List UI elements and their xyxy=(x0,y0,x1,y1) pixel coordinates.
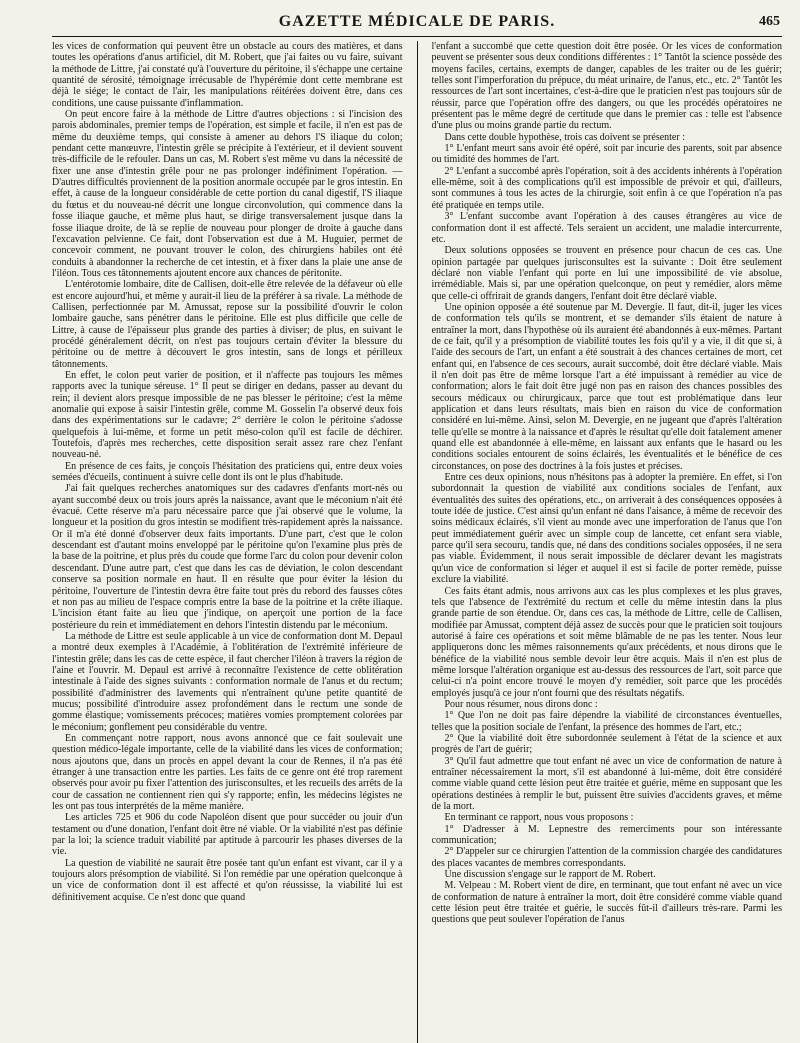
paragraph: Les articles 725 et 906 du code Napoléon disent que pour succéder ou jouir d'un testament ou d'une donation, l'enfant doit être né viable. Or la viabilité n'est pas définie par la loi; la science traduit viabilité par aptitude à parcourir les phases diverses de la vie. xyxy=(52,812,403,858)
paragraph: On peut encore faire à la méthode de Littre d'autres objections : si l'incision des parois abdominales, premier temps de l'opération, est simple et facile, il n'en est pas de même du deuxième temps, qui consiste à amener au dehors l'S iliaque du colon; pendant cette manœuvre, l'intestin grêle se précipite à l'extérieur, et il devient souvent très-difficile de le refouler. Dans un cas, M. Robert s'est même vu dans la nécessité de fixer une anse d'intestin grêle pour ne pas prolonger indéfiniment l'opération. — D'autres difficultés proviennent de la position anormale occupée par le gros intestin. En effet, à cause de la longueur considérable de cette portion du canal digestif, l'S iliaque du fœtus et du nouveau-né décrit une longue circonvolution, qui commence dans la fosse iliaque gauche, et même plus haut, se dirige transversalement jusque dans la fosse iliaque droite, de là se replie de nouveau pour plonger de droite à gauche dans l'excavation pelvienne. Ce fait, dont l'observation est due à M. Huguier, permet de concevoir comment, ne pouvant trouver le colon, des chirurgiens habiles ont été conduits à abandonner la recherche de cet intestin, et à fixer dans la plaie une anse de l'iléon. Tous ces tâtonnements ajoutent encore aux chances de péritonite. xyxy=(52,109,403,279)
paragraph: 2° D'appeler sur ce chirurgien l'attention de la commission chargée des candidatures des places vacantes de membres correspondants. xyxy=(431,846,782,869)
paragraph: 1° Que l'on ne doit pas faire dépendre la viabilité de circonstances éventuelles, telles que la position sociale de l'enfant, la présence des hommes de l'art, etc.; xyxy=(431,710,782,733)
paragraph: Pour nous résumer, nous dirons donc : xyxy=(444,698,598,710)
paragraph: Dans cette double hypothèse, trois cas doivent se présenter : xyxy=(444,131,685,143)
paragraph: Deux solutions opposées se trouvent en présence pour chacun de ces cas. Une opinion partagée par quelques jurisconsultes est la suivante : Doit être seulement déclaré non viable l'enfant qui porte en lui une impossibilité de vie absolue, irrémédiable. Mais si, par une opération quelconque, on peut y remédier, alors même que celle-ci offrirait de grands dangers, l'enfant doit être déclaré viable. xyxy=(431,245,782,302)
paragraph: La méthode de Littre est seule applicable à un vice de conformation dont M. Depaul a montré deux exemples à l'Académie, à l'oblitération de l'extrémité inférieure de l'intestin grêle; dans les cas de cette espèce, il faut chercher l'iléon à travers la région de l'aine et l'ouvrir. M. Depaul est arrivé à reconnaître l'existence de cette oblitération intestinale à l'aide des signes suivants : conformation normale de l'anus et du rectum; possibilité d'administrer des lavements qui n'entraînent qu'une petite quantité de mucus; possibilité d'introduire assez profondément dans le rectum une sonde de gomme élastique; vomissements précoces; matières vomies promptement colorées par le méconium; gonflement peu considérable du ventre. xyxy=(52,630,403,733)
paragraph: En effet, le colon peut varier de position, et il n'affecte pas toujours les mêmes rapports avec la tunique séreuse. 1° Il peut se diriger en dedans, passer au devant du rein; il devient alors presque impossible de ne pas blesser le péritoine; c'est la même anomalie qui expose à saisir l'intestin grêle, comme M. Gosselin l'a observé deux fois dans des expérimentations sur le cadavre; 2° derrière le colon le péritoine s'adosse quelquefois à lui-même, et forme un petit méso-colon qu'il est facile de déchirer. Toutefois, d'après mes recherches, cette disposition serait assez rare chez l'enfant nouveau-né. xyxy=(52,369,403,461)
paragraph: 1° L'enfant meurt sans avoir été opéré, soit par incurie des parents, soit par absence ou timidité des hommes de l'art. xyxy=(431,143,782,166)
paragraph: M. Velpeau : M. Robert vient de dire, en terminant, que tout enfant né avec un vice de conformation de nature à entraîner la mort, doit être considéré comme viable quand cette lésion peut être traitée et guérie, le succès fût-il d'ailleurs très-rare. Parmi les questions que peut soulever l'opération de l'anus xyxy=(431,880,782,926)
paragraph: En présence de ces faits, je conçois l'hésitation des praticiens qui, entre deux voies semées d'écueils, continuent à suivre celle dont ils ont le plus d'habitude. xyxy=(52,460,403,484)
paragraph: Ces faits étant admis, nous arrivons aux cas les plus complexes et les plus graves, tels que l'absence de l'extrémité du rectum et celle du même intestin dans la plus grande partie de son étendue. Or, dans ces cas, la méthode de Littre, celle de Callisen, modifiée par Amussat, comptent déjà assez de succès pour que le praticien soit toujours autorisé à faire ces opérations et soit même blâmable de ne pas les tenter. Nous leur appliquerons donc les mêmes raisonnements qu'aux précédents, et nous dirons que le bénéfice de la viabilité nous semble devoir leur être acquis. Mais il n'en est plus de même lorsque l'altération organique est au-dessus des ressources de l'art, soit parce que celui-ci n'a point encore trouvé le moyen d'y remédier, soit parce que les procédés employés jusqu'à ce jour n'ont fourni que des résultats négatifs. xyxy=(431,585,782,699)
journal-title: GAZETTE MÉDICALE DE PARIS. xyxy=(278,13,556,30)
right-column xyxy=(432,41,783,1043)
page-number: 465 xyxy=(759,14,780,29)
paragraph: Entre ces deux opinions, nous n'hésitons pas à adopter la première. En effet, si l'on subordonnait la question de viabilité aux conditions sociales de l'enfant, aux éventualités des suites des opérations, etc., on arriverait à des conséquences opposées à toute idée de justice. C'est ainsi qu'un enfant né dans l'aisance, à même de recevoir des soins médicaux éclairés, s'il vient au monde avec une imperforation de l'anus que l'on peut immédiatement guérir avec un simple coup de lancette, cet enfant sera viable, parce qu'il sera secouru, tandis que, né dans des conditions sociales opposées, il ne sera pas viable. Évidemment, il nous serait impossible de déclarer devant les magistrats qu'un vice de conformation si léger et auquel il est si facile de porter remède, puisse exclure la viabilité. xyxy=(431,472,782,586)
paragraph: 3° Qu'il faut admettre que tout enfant né avec un vice de conformation de nature à entraîner nécessairement la mort, s'il est abandonné à lui-même, doit être considéré comme viable quand cette lésion peut être traitée et guérie, même en supposant que les opérations destinées à remplir le but, puissent être suivies d'accidents graves, et même de la mort. xyxy=(431,755,782,813)
text-columns xyxy=(52,41,782,1043)
paragraph: 3° L'enfant succombe avant l'opération à des causes étrangères au vice de conformation dont il est affecté. Tels seraient un accident, une maladie intercurrente, etc. xyxy=(431,211,782,245)
page-header xyxy=(52,10,782,37)
paragraph: Une discussion s'engage sur le rapport de M. Robert. xyxy=(444,869,656,881)
paragraph: les vices de conformation qui peuvent être un obstacle au cours des matières, et dans toutes les opérations d'anus artificiel, dit M. Robert, que j'ai faites ou vu faire, suivant la méthode de Littre, j'ai constaté qu'à l'ouverture du péritoine, il s'échappe une certaine quantité de sérosité, témoignage irrécusable de l'hypérémie dont cette membrane est déjà le siége; le contact de l'air, les manipulations réitérées doivent être, dans ces conditions, une cause puissante d'inflammation. xyxy=(52,41,403,109)
paragraph: 2° L'enfant a succombé après l'opération, soit à des accidents inhérents à l'opération elle-même, soit à des complications qu'il est impossible de prévoir et qui, d'ailleurs, sont communes à tous les actes de la chirurgie, soit enfin à ce que l'opération n'a pas été pratiquée en temps utile. xyxy=(431,165,782,211)
column-divider xyxy=(417,41,418,1043)
paragraph: La question de viabilité ne saurait être posée tant qu'un enfant est vivant, car il y a toujours alors présomption de viabilité. Si l'on remédie par une opération quelconque à un vice de conformation dont il est affecté et qu'on réussisse, la viabilité lui est définitivement acquise. Ce n'est donc que quand xyxy=(52,857,403,903)
paragraph: 2° Que la viabilité doit être subordonnée seulement à l'état de la science et aux progrès de l'art de guérir; xyxy=(431,732,782,756)
paragraph: En commençant notre rapport, nous avons annoncé que ce fait soulevait une question médico-légale importante, celle de la viabilité dans les vices de conformation; nous ajoutons que, dans un procès en appel devant la cour de Rennes, il n'a pas été étranger à une transaction entre les parties. Les faits de ce genre ont été trop rarement observés pour avoir pu fixer l'attention des jurisconsultes, et les recueils des arrêts de la cour de cassation ne contiennent rien qui s'y rapporte; enfin, les médecins légistes ne les ont pas tous interprétés de la même manière. xyxy=(52,732,403,813)
left-column xyxy=(52,41,403,1043)
paragraph: l'enfant a succombé que cette question doit être posée. Or les vices de conformation peuvent se présenter sous deux conditions différentes : 1° Tantôt la science possède des moyens faciles, certains, exempts de danger, capables de les traiter ou de les guérir; telles sont l'imperforation du prépuce, du méat urinaire, de l'anus, etc., etc. 2° Tantôt les ressources de l'art sont incertaines, c'est-à-dire que le praticien n'est pas toujours sûr de réussir, parce que l'opération offre des dangers, ou que les procédés opératoires ne présentent pas le même degré de certitude que dans le premier cas : telle est l'absence d'une plus ou moins grande partie du rectum. xyxy=(431,41,782,132)
paragraph: 1° D'adresser à M. Lepnestre des remerciments pour son intéressante communication; xyxy=(431,823,782,847)
paragraph: En terminant ce rapport, nous vous proposons : xyxy=(444,812,634,824)
paragraph: J'ai fait quelques recherches anatomiques sur des cadavres d'enfants mort-nés ou ayant succombé deux ou trois jours après la naissance, avant que le méconium n'ait été évacué. Cette réserve m'a paru nécessaire parce que j'ai observé que le volume, la longueur et la position du gros intestin se modifient très-rapidement après la naissance. Or il m'a été donné d'observer deux faits importants. D'une part, c'est que le colon descendant est d'autant moins enveloppé par le péritoine qu'on l'examine plus près de la base de la poitrine, et plus près du coude que forme l'arc du colon pour devenir colon descendant. D'une autre part, c'est que dans les cas de déviation, le colon descendant conserve sa position normale en haut. Il en résulte que pour éviter la lésion du péritoine, l'ouverture de l'intestin devra être faite tout près du rebord des fausses côtes et non pas au milieu de l'espace compris entre la base de la poitrine et la crête iliaque. L'incision étant faite au lieu que j'indique, on aperçoit une portion de la face postérieure du rein et immédiatement en dehors l'intestin distendu par le méconium. xyxy=(52,483,403,631)
paragraph: Une opinion opposée a été soutenue par M. Devergie. Il faut, dit-il, juger les vices de conformation tels qu'ils se montrent, et se demander s'ils étaient de nature à entraîner la mort, dans l'hypothèse où ils auraient été abandonnés à eux-mêmes. Partant de ce fait, qu'il y a présomption de viabilité toutes les fois qu'il y a vie, il dit que si, à l'aide des secours de l'art, un enfant a été soustrait à des chances certaines de mort, cet enfant qui, en l'absence de ces secours, aurait succombé, doit être déclaré viable. Mais il n'en doit pas être de même lorsque l'art a été impuissant à remédier au vice de conformation; alors le fait doit être jugé non pas en raison des chances possibles des secours médicaux ou chirurgicaux, parce que tout est problématique dans leur application et dans leurs résultats, mais bien en raison du vice de conformation considéré en lui-même. Ainsi, selon M. Devergie, en ne jugeant que d'après l'altération telle qu'elle se montre à la naissance et d'après le résultat qu'elle doit fatalement amener quand elle est abandonnée à elle-même, en laissant aux enfants que le hasard ou les conditions sociales entourent de soins éclairés, les éventualités et le bénéfice de ces circonstances, on pose des doctrines à la fois justes et précises. xyxy=(431,301,782,472)
paragraph: L'entérotomie lombaire, dite de Callisen, doit-elle être relevée de la défaveur où elle est encore aujourd'hui, et même y aurait-il lieu de la préférer à sa rivale. La méthode de Callisen, perfectionnée par M. Amussat, repose sur la possibilité d'ouvrir le colon lombaire gauche, sans pénétrer dans le péritoine. Elle est plus difficile que celle de Littre, à cause de l'épaisseur plus grande des parties à diviser; de plus, en suivant le procédé généralement décrit, on n'est pas toujours certain d'éviter la blessure du péritoine ou de mettre à découvert le gros intestin, sans de longs et périlleux tâtonnements. xyxy=(52,279,403,370)
